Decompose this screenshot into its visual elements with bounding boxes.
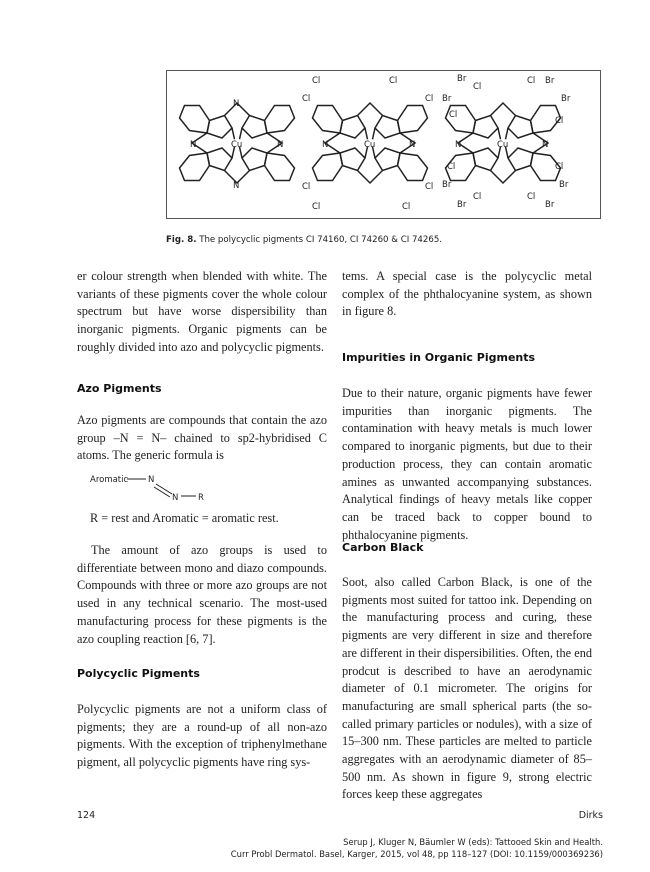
left-column xyxy=(77,268,327,357)
metal-label: Cu xyxy=(364,140,376,150)
bromine-label: Br xyxy=(545,200,555,210)
figure-frame xyxy=(166,70,601,219)
nitrogen-label: N xyxy=(233,99,240,109)
chlorine-label: Cl xyxy=(312,76,321,86)
bromine-label: Br xyxy=(559,180,569,190)
figure-caption-text: The polycyclic pigments CI 74160, CI 74260 & CI 74265. xyxy=(196,235,443,245)
section-heading-carbon-black: Carbon Black xyxy=(342,541,424,554)
bromine-label: Br xyxy=(545,76,555,86)
paragraph: Soot, also called Carbon Black, is one of the pigments most suited for tattoo ink. Depending on the manufacturing process and curing, these pigments are very different in size and therefore are different in their dispersibilities. Often, the end prodcut is described to have an aerodynamic diameter of 0.1 micrometer. The origins for manufacturing are small spherical parts (the so-called primary particles or nodules), with a size of 15–300 nm. These particles are melted to particle aggregates with an aerodynamic diameter of 85–500 nm. As shown in figure 9, strong electric forces keep these aggregates xyxy=(342,575,592,802)
nitrogen-label: N xyxy=(409,140,416,150)
paragraph: tems. A special case is the polycyclic metal complex of the phthalocyanine system, as shown in figure 8. xyxy=(342,269,592,319)
bromine-label: Br xyxy=(442,94,452,104)
running-author: Dirks xyxy=(578,810,603,821)
chlorine-label: Cl xyxy=(527,76,536,86)
bromine-label: Br xyxy=(561,94,571,104)
nitrogen-label: N xyxy=(233,181,240,191)
section-heading-impurities: Impurities in Organic Pigments xyxy=(342,351,536,364)
bromine-label: Br xyxy=(442,180,452,190)
paragraph: The amount of azo groups is used to differentiate between mono and diazo compounds. Compounds with three or more azo groups are not used in any technical scenario. The most-used manufacturing process for these pigments is the azo coupling reaction [6, 7]. xyxy=(77,543,327,646)
chlorine-label: Cl xyxy=(449,110,458,120)
chlorine-label: Cl xyxy=(312,202,321,212)
chlorine-label: Cl xyxy=(473,82,482,92)
phthalocyanine-structures-figure xyxy=(167,71,600,218)
bromine-label: Br xyxy=(457,74,467,84)
section-heading-azo: Azo Pigments xyxy=(77,382,162,395)
citation-line: Serup J, Kluger N, Bäumler W (eds): Tattooed Skin and Health. xyxy=(343,837,603,847)
formula-r: R xyxy=(198,493,204,503)
citation xyxy=(231,836,603,860)
chlorine-label: Cl xyxy=(402,202,411,212)
nitrogen-label: N xyxy=(277,140,284,150)
chlorine-label: Cl xyxy=(447,162,456,172)
citation-line: Curr Probl Dermatol. Basel, Karger, 2015, vol 48, pp 118–127 (DOI: 10.1159/000369236) xyxy=(230,849,603,859)
left-column xyxy=(77,542,327,648)
azo-formula xyxy=(90,470,230,504)
right-column xyxy=(342,574,592,804)
nitrogen-label: N xyxy=(455,140,462,150)
paragraph: Due to their nature, organic pigments have fewer impurities than inorganic pigments. The contamination with heavy metals is much lower compared to inorganic pigments, but due to their production process, they can contain aromatic amines as unwanted accompanying substances. Analytical findings of heavy metals like copper can be traced back to copper bound to phthalocyanine pigments. xyxy=(342,386,592,542)
paragraph: Polycyclic pigments are not a uniform class of pigments; they are a round-up of all non-azo pigments. With the exception of triphenylmethane pigment, all polycyclic pigments have ring sys- xyxy=(77,702,327,770)
nitrogen-label: N xyxy=(190,140,197,150)
right-column xyxy=(342,385,592,544)
formula-legend-block xyxy=(90,510,330,528)
formula-bond xyxy=(156,484,172,494)
metal-label: Cu xyxy=(231,140,243,150)
chlorine-label: Cl xyxy=(555,162,564,172)
figure-caption xyxy=(166,235,601,245)
chlorine-label: Cl xyxy=(473,192,482,202)
left-column xyxy=(77,701,327,772)
chlorine-label: Cl xyxy=(425,182,434,192)
left-column xyxy=(77,412,327,465)
figure-number: Fig. 8. xyxy=(166,235,197,245)
formula-n1: N xyxy=(148,475,155,485)
nitrogen-label: N xyxy=(542,140,549,150)
paragraph: Azo pigments are compounds that contain the azo group –N = N– chained to sp2-hybridised C atoms. The generic formula is xyxy=(77,413,327,463)
right-column xyxy=(342,268,592,321)
formula-n2: N xyxy=(172,493,179,503)
section-heading-polycyclic: Polycyclic Pigments xyxy=(77,667,200,680)
nitrogen-label: N xyxy=(322,140,329,150)
chlorine-label: Cl xyxy=(302,182,311,192)
chlorine-label: Cl xyxy=(302,94,311,104)
formula-aromatic: Aromatic xyxy=(90,475,129,485)
chlorine-label: Cl xyxy=(425,94,434,104)
chlorine-label: Cl xyxy=(389,76,398,86)
chlorine-label: Cl xyxy=(527,192,536,202)
page-number: 124 xyxy=(77,810,96,821)
formula-bond xyxy=(154,487,170,497)
chlorine-label: Cl xyxy=(555,116,564,126)
paragraph: er colour strength when blended with white. The variants of these pigments cover the whole colour spectrum but have worse dispersibility than inorganic pigments. Organic pigments can be roughly divided into azo and polycyclic pigments. xyxy=(77,269,327,354)
bromine-label: Br xyxy=(457,200,467,210)
formula-legend: R = rest and Aromatic = aromatic rest. xyxy=(90,511,279,525)
metal-label: Cu xyxy=(497,140,509,150)
